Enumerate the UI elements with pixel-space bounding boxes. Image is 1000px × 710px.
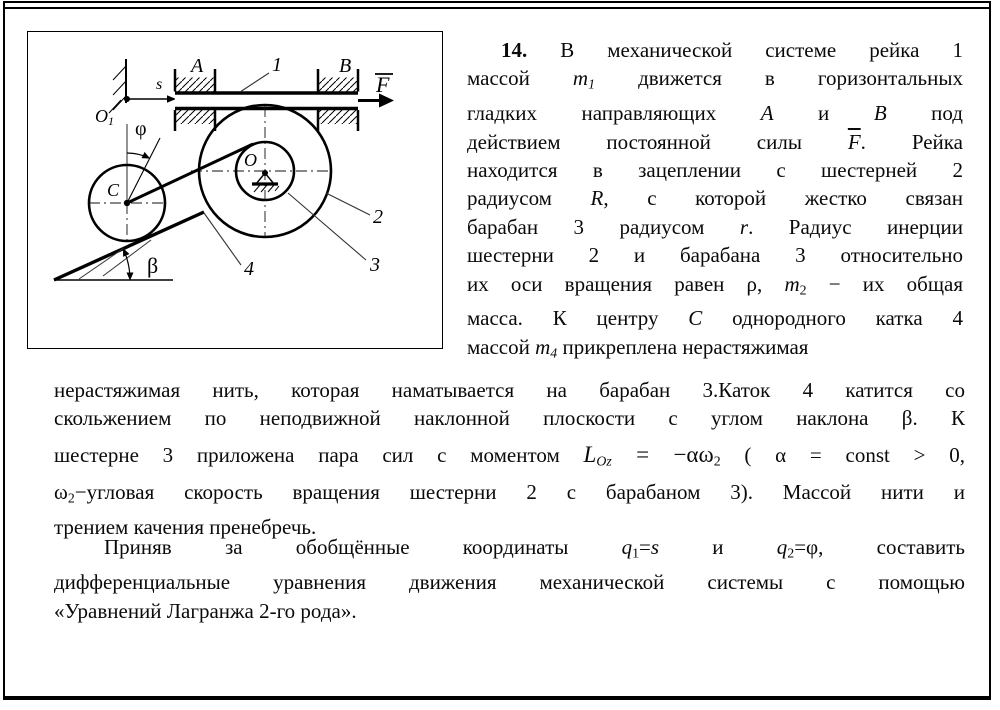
text-segment: движется в горизонтальных <box>595 66 963 91</box>
displacement-s-arrow <box>127 95 176 103</box>
text-segment: массой <box>467 66 573 91</box>
svg-text:F: F <box>376 72 390 97</box>
text-segment: ( α = const > 0, <box>720 443 965 467</box>
text-line <box>467 184 963 212</box>
text-segment: C <box>688 306 703 331</box>
text-line <box>467 156 963 184</box>
text-segment: s <box>650 535 660 559</box>
text-segment: −угловая скорость вращения шестерни 2 с барабаном 3). Массой нити и <box>74 480 965 505</box>
text-segment: «Уравнений Лагранжа 2-го рода». <box>54 599 357 624</box>
text-segment: и <box>773 101 874 126</box>
text-line <box>54 597 965 627</box>
text-line <box>467 241 963 269</box>
text-segment: $\overline{F}$ <box>847 129 861 154</box>
incline-hatching <box>79 240 151 279</box>
text-segment: скольжением по неподвижной наклонной плоскости с углом наклона β. К <box>54 406 965 430</box>
text-segment: 2 <box>799 281 807 297</box>
text-segment: . Радиус инерции <box>748 214 963 239</box>
text-segment: r <box>739 214 749 239</box>
text-segment: барабан 3 радиусом <box>467 214 740 239</box>
leader-line-gear <box>326 193 370 215</box>
text-segment: 2 <box>67 490 75 506</box>
text-segment: 1 <box>632 545 640 561</box>
text-segment: − их общая <box>806 271 963 296</box>
text-line <box>54 568 965 598</box>
text-line <box>467 304 963 332</box>
text-line <box>467 36 963 64</box>
axis-lines-c <box>89 124 167 243</box>
text-segment: q <box>776 535 788 559</box>
text-segment: R <box>590 186 604 211</box>
text-segment: 2 <box>713 453 721 469</box>
text-segment: гладких направляющих <box>467 101 761 126</box>
label-beta: β <box>147 253 159 278</box>
mechanism-figure <box>28 32 441 347</box>
text-segment: дифференциальные уравнения движения механической системы с помощью <box>54 569 965 594</box>
text-segment: ω <box>54 480 68 505</box>
text-line <box>54 440 965 475</box>
text-segment: и <box>659 535 777 559</box>
label-s: s <box>156 76 163 93</box>
text-segment: под <box>886 101 963 126</box>
thread-line <box>127 144 253 203</box>
text-segment: , с которой жестко связан <box>603 186 963 211</box>
text-segment: массой <box>467 334 536 359</box>
text-segment: L <box>583 441 597 467</box>
text-segment: их оси вращения равен ρ, <box>467 271 785 296</box>
angle-beta-arc <box>123 249 130 280</box>
label-center-c: C <box>107 180 120 200</box>
text-segment: 2 <box>787 545 795 561</box>
text-line <box>54 376 965 404</box>
text-line <box>467 333 963 368</box>
text-segment: =φ, составить <box>794 535 965 559</box>
page-border-inner-top <box>3 7 991 9</box>
text-line <box>467 270 963 305</box>
text-segment: действием постоянной силы <box>467 129 848 154</box>
text-segment: нерастяжимая нить, которая наматывается на барабан 3.Каток 4 катится со <box>54 378 965 402</box>
figure-box <box>27 31 443 349</box>
text-segment: Oz <box>596 453 612 469</box>
text-segment: 4 <box>550 345 558 360</box>
wall-support <box>109 59 130 113</box>
leader-line-rack <box>240 73 269 92</box>
text-segment: прикреплена нерастяжимая <box>557 334 809 359</box>
label-guide-a: A <box>191 55 204 77</box>
text-segment: 14. <box>501 38 528 62</box>
text-line <box>467 99 963 127</box>
label-roller-4: 4 <box>244 258 254 280</box>
problem-text-full-width <box>54 376 965 541</box>
text-segment: 1 <box>588 76 596 92</box>
text-segment: = <box>639 535 651 559</box>
angle-phi-arc <box>127 153 150 158</box>
text-line <box>467 128 963 156</box>
text-segment: масса. К центру <box>467 306 689 331</box>
pin-support <box>252 170 279 192</box>
text-segment: радиусом <box>467 186 591 211</box>
text-segment: A <box>760 101 774 126</box>
text-segment: шестерни 2 и барабана 3 относительно <box>467 243 963 268</box>
text-segment: шестерне 3 приложена пара сил с моментом <box>54 443 584 467</box>
text-segment: В механической системе рейка 1 <box>527 38 963 62</box>
text-line <box>54 404 965 432</box>
text-segment: Приняв за обобщённые координаты <box>104 535 622 559</box>
text-line <box>54 478 965 512</box>
text-line <box>54 533 965 568</box>
label-rack-1: 1 <box>272 54 282 76</box>
text-segment: m <box>535 334 551 359</box>
phi-radius-line <box>127 138 160 203</box>
axis-lines-o <box>191 106 331 236</box>
problem-text-column <box>467 36 963 367</box>
label-gear-2: 2 <box>373 206 383 228</box>
text-segment: находится в зацеплении с шестерней 2 <box>467 157 963 182</box>
label-force-f <box>375 72 393 97</box>
problem-task-paragraph <box>54 533 965 627</box>
text-line <box>467 213 963 241</box>
label-center-o: O <box>244 150 257 170</box>
text-line <box>467 64 963 99</box>
text-segment: . Рейка <box>860 129 963 154</box>
label-phi: φ <box>135 118 147 140</box>
text-segment: q <box>621 535 633 559</box>
text-segment: m <box>784 271 800 296</box>
label-guide-b: B <box>339 55 352 77</box>
text-segment: трением качения пренебречь. <box>54 514 317 539</box>
text-segment: = −αω <box>611 441 714 467</box>
text-segment: m <box>572 66 589 91</box>
label-o1: O1 <box>95 106 114 128</box>
text-segment: однородного катка 4 <box>702 306 963 331</box>
text-segment: B <box>873 101 887 126</box>
label-drum-3: 3 <box>370 254 380 276</box>
